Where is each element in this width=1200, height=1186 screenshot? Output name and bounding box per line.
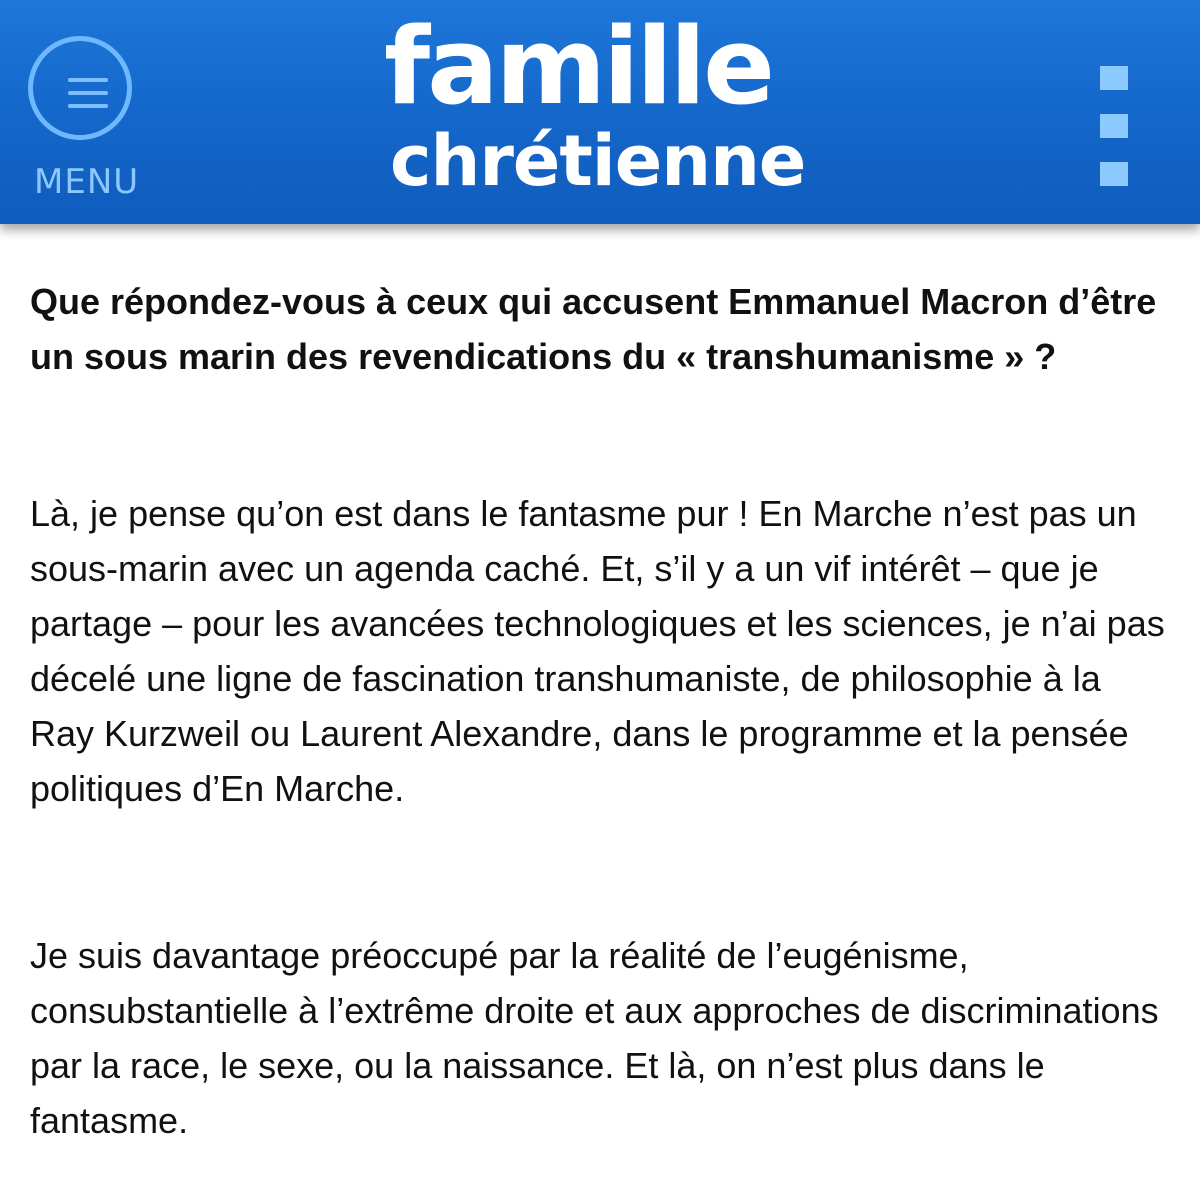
hamburger-menu-icon[interactable] — [28, 36, 132, 140]
menu-button[interactable] — [20, 26, 156, 206]
answer-paragraph-1: Là, je pense qu’on est dans le fantasme pur ! En Marche n’est pas un sous-marin avec un agenda caché. Et, s’il y a un vif intérêt – que je partage – pour les avancées technologiques et les sciences, je n’ai pas décelé une ligne de fascination transhumaniste, de philosophie à la Ray Kurzweil ou Laurent Alexandre, dans le programme et la pensée politiques d’En Marche. — [30, 493, 1165, 809]
logo-text-famille: famille — [384, 5, 772, 128]
answer-paragraph-2: Je suis davantage préoccupé par la réalité de l’eugénisme, consubstantielle à l’extrême droite et aux approches de discriminations par la race, le sexe, ou la naissance. Et là, on n’est plus dans le fantasme. — [30, 935, 1159, 1141]
menu-label[interactable]: MENU — [34, 162, 140, 202]
site-header — [0, 0, 1200, 224]
more-vertical-icon[interactable] — [1096, 66, 1132, 188]
site-logo[interactable] — [384, 5, 824, 210]
interview-question: Que répondez-vous à ceux qui accusent Emmanuel Macron d’être un sous marin des revendications du « transhumanisme » ? — [30, 281, 1157, 377]
logo-text-chretienne: chrétienne — [390, 120, 806, 202]
